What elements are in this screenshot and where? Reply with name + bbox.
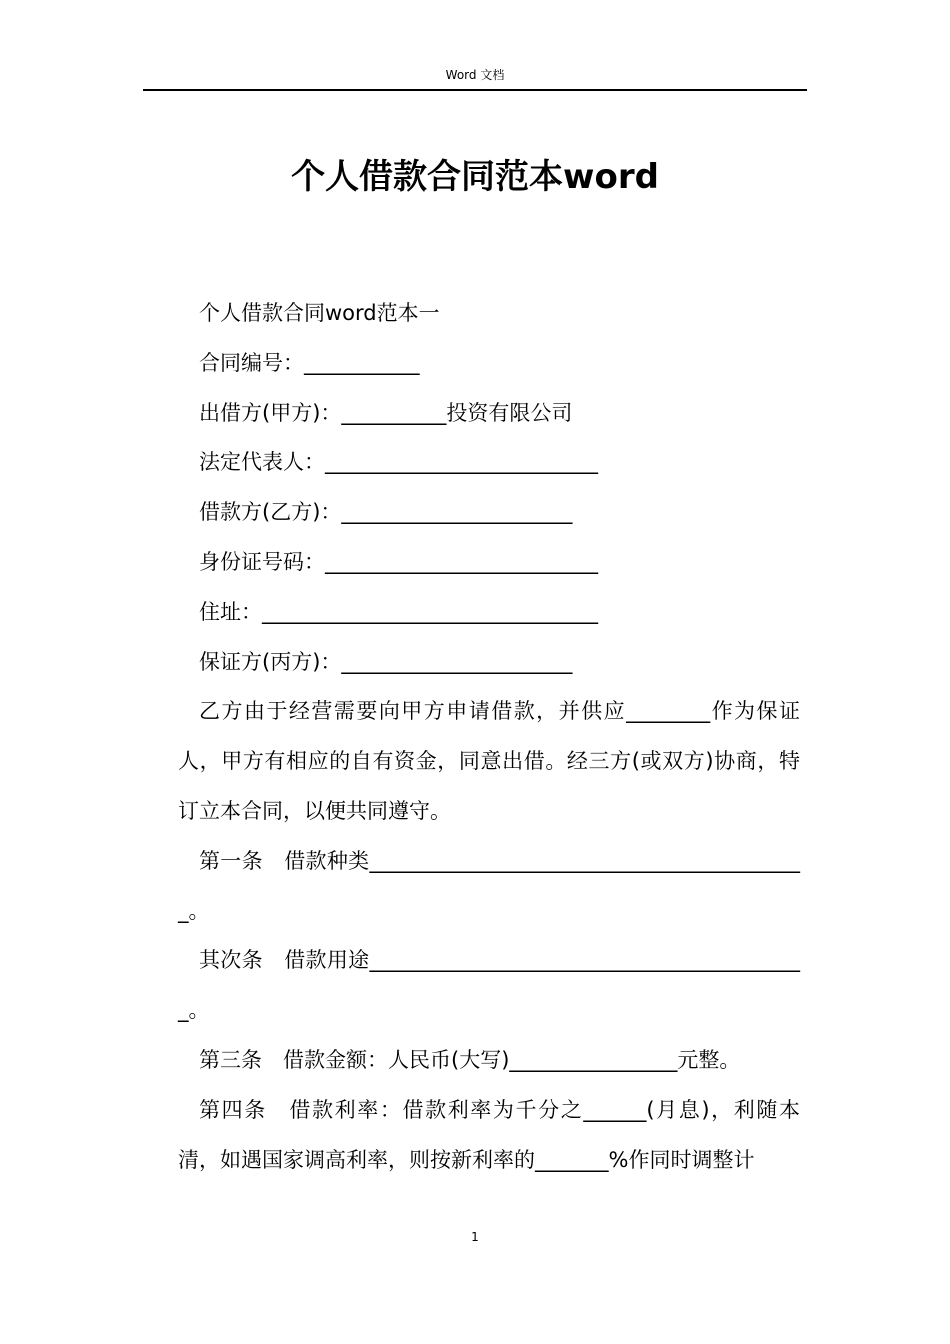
paragraph-lender: 出借方(甲方)：__________投资有限公司	[199, 400, 573, 425]
document-title: 个人借款合同范本word	[291, 157, 659, 197]
paragraph-guarantor: 保证方(丙方)：______________________	[199, 649, 573, 674]
paragraph-address: 住址：________________________________	[199, 599, 598, 624]
paragraph-subtitle: 个人借款合同word范本一	[199, 301, 440, 325]
paragraph-id-number: 身份证号码：__________________________	[199, 549, 598, 574]
paragraph-legal-representative: 法定代表人：__________________________	[199, 450, 598, 475]
paragraph-article-2: 其次条 借款用途__________________________________________。	[178, 948, 800, 1023]
paragraph-article-4: 第四条 借款利率：借款利率为千分之______(月息)，利随本清，如遇国家调高利率，则按新利率的_______%作同时调整计	[178, 1097, 800, 1172]
paragraph-preamble: 乙方由于经营需要向甲方申请借款，并供应________作为保证人，甲方有相应的自有资金，同意出借。经三方(或双方)协商，特订立本合同，以便共同遵守。	[178, 699, 800, 823]
paragraph-borrower: 借款方(乙方)：______________________	[199, 500, 573, 525]
paragraph-contract-number: 合同编号：___________	[199, 350, 420, 375]
page-header	[143, 64, 807, 91]
document-body	[178, 289, 800, 1185]
paragraph-article-3: 第三条 借款金额：人民币(大写)________________元整。	[199, 1047, 741, 1072]
paragraph-article-1: 第一条 借款种类__________________________________________。	[178, 848, 800, 923]
page-number: 1	[471, 1230, 479, 1244]
header-text: Word 文档	[445, 68, 505, 82]
